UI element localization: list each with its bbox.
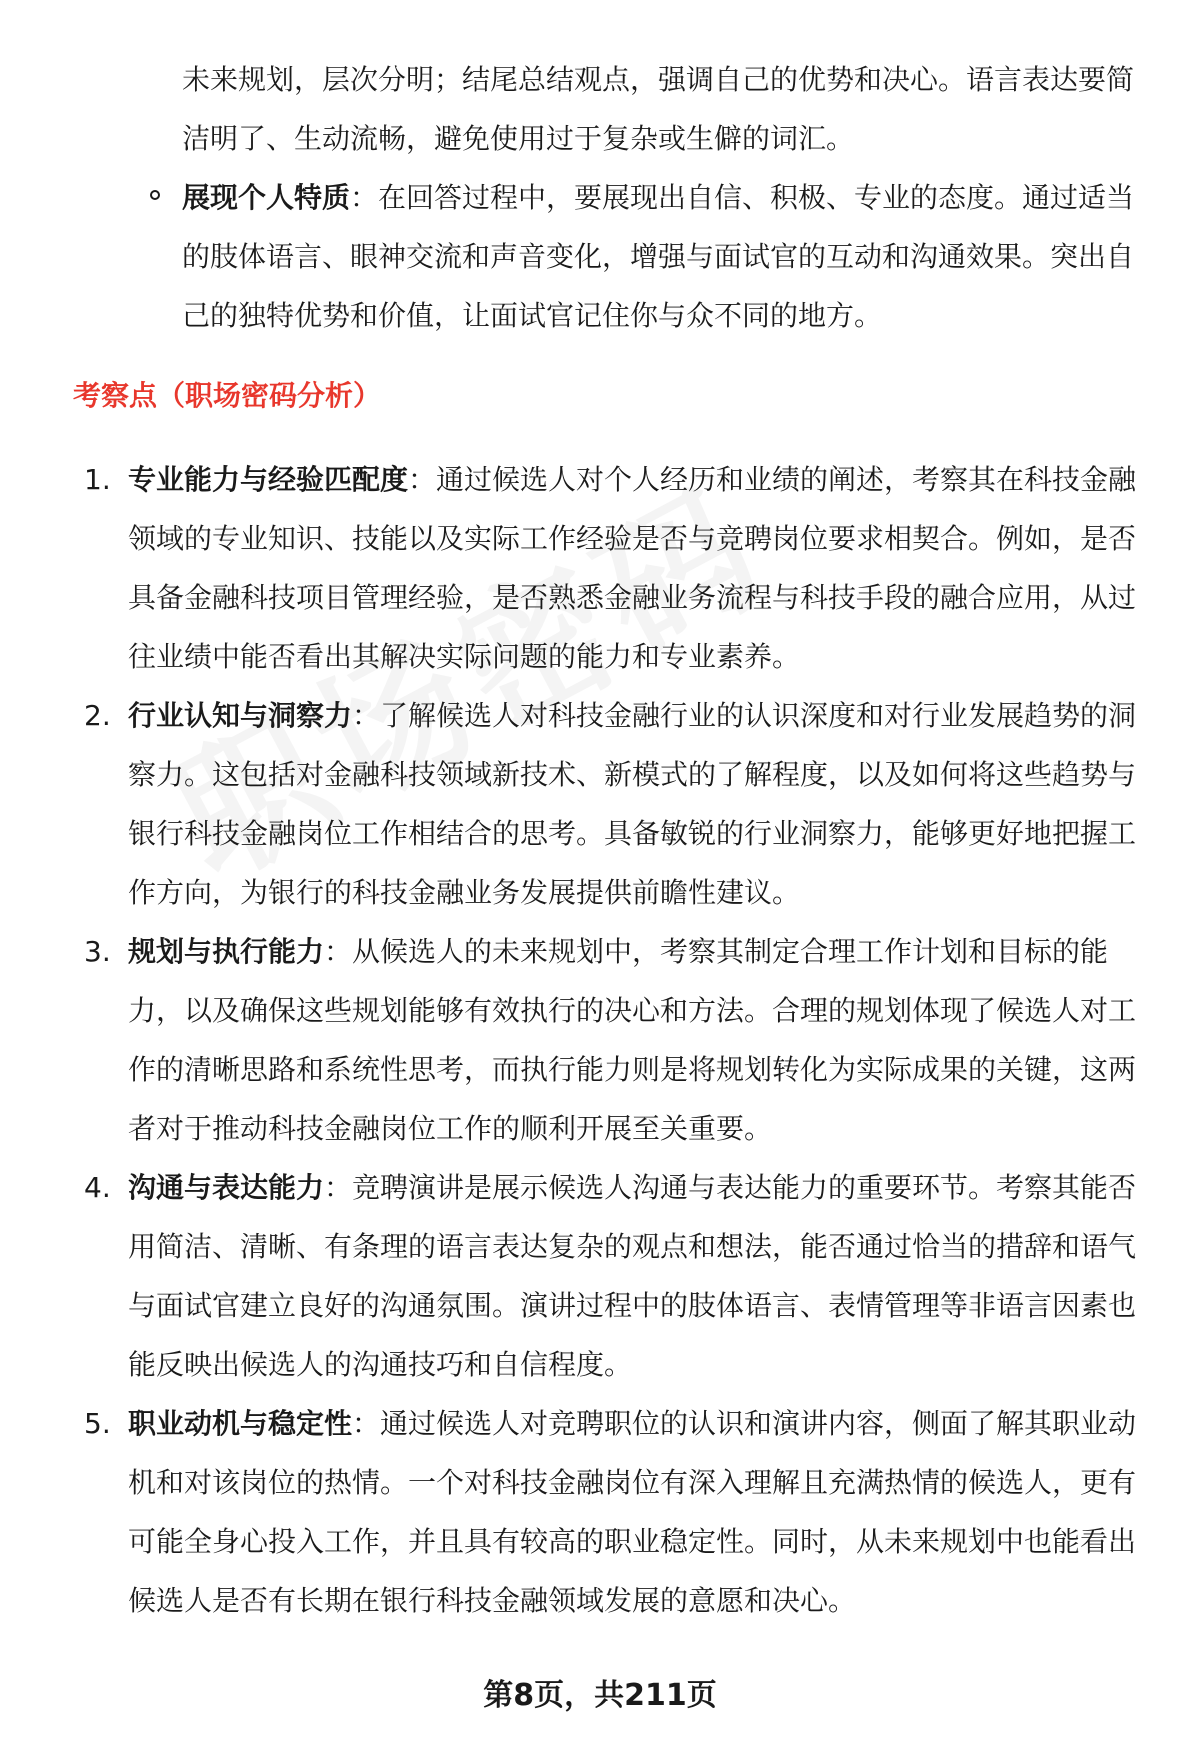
list-item-text: 了解候选人对科技金融行业的认识深度和对行业发展趋势的洞察力。这包括对金融科技领域新技术、新模式的了解程度，以及如何将这些趋势与银行科技金融岗位工作相结合的思考。具备敏锐的行业洞察力，能够更好地把握工作方向，为银行的科技金融业务发展提供前瞻性建议。 [128,699,1137,909]
list-item-number: 4. [84,1171,111,1204]
sub-bullet-separator: ： [350,181,379,214]
list-item [84,450,1140,686]
list-item-title: 专业能力与经验匹配度 [128,463,409,496]
list-item-text: 从候选人的未来规划中，考察其制定合理工作计划和目标的能力，以及确保这些规划能够有效执行的决心和方法。合理的规划体现了候选人对工作的清晰思路和系统性思考，而执行能力则是将规划转化为实际成果的关键，这两者对于推动科技金融岗位工作的顺利开展至关重要。 [128,935,1137,1145]
numbered-list [84,450,1140,1630]
hollow-circle-bullet-icon [150,190,160,200]
list-item [84,686,1140,922]
list-item [84,1158,1140,1394]
list-item-separator: ： [352,699,381,732]
list-item-separator: ： [352,1407,381,1440]
list-item-number: 5. [84,1407,111,1440]
list-item-number: 1. [84,463,111,496]
list-item-title: 行业认知与洞察力 [128,699,353,732]
list-item-number: 2. [84,699,111,732]
list-item-separator: ： [324,935,353,968]
list-item [84,922,1140,1158]
sub-bullet-title: 展现个人特质 [182,181,351,214]
list-item-number: 3. [84,935,111,968]
list-item-title: 规划与执行能力 [128,935,325,968]
list-item [84,1394,1140,1630]
list-item-text: 通过候选人对个人经历和业绩的阐述，考察其在科技金融领域的专业知识、技能以及实际工作经验是否与竞聘岗位要求相契合。例如，是否具备金融科技项目管理经验，是否熟悉金融业务流程与科技手段的融合应用，从过往业绩中能否看出其解决实际问题的能力和专业素养。 [128,463,1137,673]
list-item-separator: ： [408,463,437,496]
list-item-text: 竞聘演讲是展示候选人沟通与表达能力的重要环节。考察其能否用简洁、清晰、有条理的语言表达复杂的观点和想法，能否通过恰当的措辞和语气与面试官建立良好的沟通氛围。演讲过程中的肢体语言、表情管理等非语言因素也能反映出候选人的沟通技巧和自信程度。 [128,1171,1137,1381]
list-item-text: 通过候选人对竞聘职位的认识和演讲内容，侧面了解其职业动机和对该岗位的热情。一个对科技金融岗位有深入理解且充满热情的候选人，更有可能全身心投入工作，并且具有较高的职业稳定性。同时，从未来规划中也能看出候选人是否有长期在银行科技金融领域发展的意愿和决心。 [128,1407,1137,1617]
list-item-title: 沟通与表达能力 [128,1171,325,1204]
sub-bullet-item [182,168,1142,345]
sub-bullet-block [182,50,1142,345]
section-title: 考察点（职场密码分析） [73,379,382,412]
sub-bullet-text: 在回答过程中，要展现出自信、积极、专业的态度。通过适当的肢体语言、眼神交流和声音变化，增强与面试官的互动和沟通效果。突出自己的独特优势和价值，让面试官记住你与众不同的地方。 [182,181,1135,332]
list-item-separator: ： [324,1171,353,1204]
list-item-title: 职业动机与稳定性 [128,1407,353,1440]
page-footer: 第8页，共211页 [483,1678,717,1713]
continuation-paragraph: 未来规划，层次分明；结尾总结观点，强调自己的优势和决心。语言表达要简洁明了、生动流畅，避免使用过于复杂或生僻的词汇。 [182,63,1135,155]
